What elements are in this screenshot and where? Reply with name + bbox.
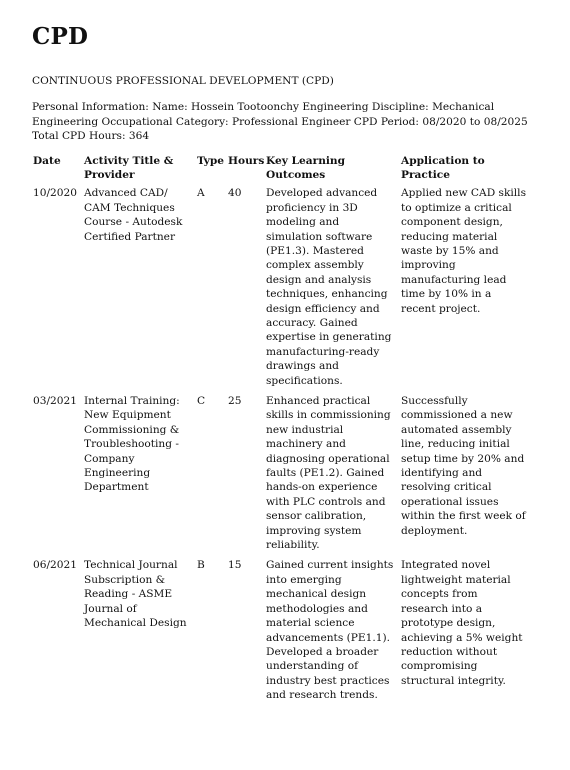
cpd-table-body	[31, 186, 531, 708]
cell-hours: 40	[228, 187, 242, 200]
document-subtitle: CONTINUOUS PROFESSIONAL DEVELOPMENT (CPD)	[32, 75, 334, 87]
header-hours: Hours	[228, 154, 265, 167]
cell-outcomes: Enhanced practical skills in commissioning new industrial machinery and diagnosing operational faults (PE1.2). Gained hands-on experience with PLC controls and sensor calibration, improving system reliability.	[266, 395, 391, 552]
header-row	[31, 154, 531, 187]
header-outcomes: Key Learning Outcomes	[266, 154, 346, 181]
cell-outcomes: Developed advanced proficiency in 3D modeling and simulation software (PE1.3). Mastered complex assembly design and analysis techniques, enhancing design efficiency and accuracy. Gained expertise in generating manufacturing-ready drawings and specifications.	[266, 187, 392, 387]
cell-type: C	[197, 395, 206, 407]
cell-hours: 15	[228, 559, 242, 572]
cell-activity: Technical Journal Subscription & Reading - ASME Journal of Mechanical Design	[84, 559, 187, 630]
table-row	[31, 186, 531, 394]
cell-date: 03/2021	[33, 395, 78, 407]
header-activity: Activity Title & Provider	[84, 154, 174, 181]
cell-hours: 25	[228, 395, 242, 407]
header-application: Application to Practice	[401, 154, 485, 181]
cell-application: Successfully commissioned a new automated assembly line, reducing initial setup time by 20% and identifying and resolving critical operational issues within the first week of deployment.	[401, 395, 526, 537]
document-title: CPD	[32, 23, 89, 50]
header-type: Type	[197, 154, 225, 167]
cell-application: Applied new CAD skills to optimize a critical component design, reducing material waste by 15% and improving manufacturing lead time by 10% in a recent project.	[401, 187, 527, 315]
table-row	[31, 558, 531, 708]
cell-type: B	[197, 559, 205, 572]
document-page	[32, 20, 538, 709]
cell-date: 06/2021	[33, 559, 78, 572]
cell-date: 10/2020	[33, 187, 78, 200]
cell-activity: Internal Training: New Equipment Commissioning & Troubleshooting - Company Engineering Department	[84, 395, 180, 494]
personal-information: Personal Information: Name: Hossein Tootoonchy Engineering Discipline: Mechanical Engineering Occupational Category: Professional Engineer CPD Period: 08/2020 to 08/2025 Total CPD Hours: 364	[32, 101, 528, 142]
table-row	[31, 394, 531, 558]
cpd-table-header	[31, 154, 531, 187]
cell-application: Integrated novel lightweight material concepts from research into a prototype design, achieving a 5% weight reduction without compromising structural integrity.	[401, 559, 523, 687]
cell-outcomes: Gained current insights into emerging mechanical design methodologies and material science advancements (PE1.1). Developed a broader understanding of industry best practices and research trends.	[266, 559, 394, 702]
cell-activity: Advanced CAD/ CAM Techniques Course - Autodesk Certified Partner	[84, 187, 183, 243]
cell-type: A	[197, 187, 205, 200]
cpd-table	[31, 154, 531, 709]
header-date: Date	[33, 154, 61, 167]
